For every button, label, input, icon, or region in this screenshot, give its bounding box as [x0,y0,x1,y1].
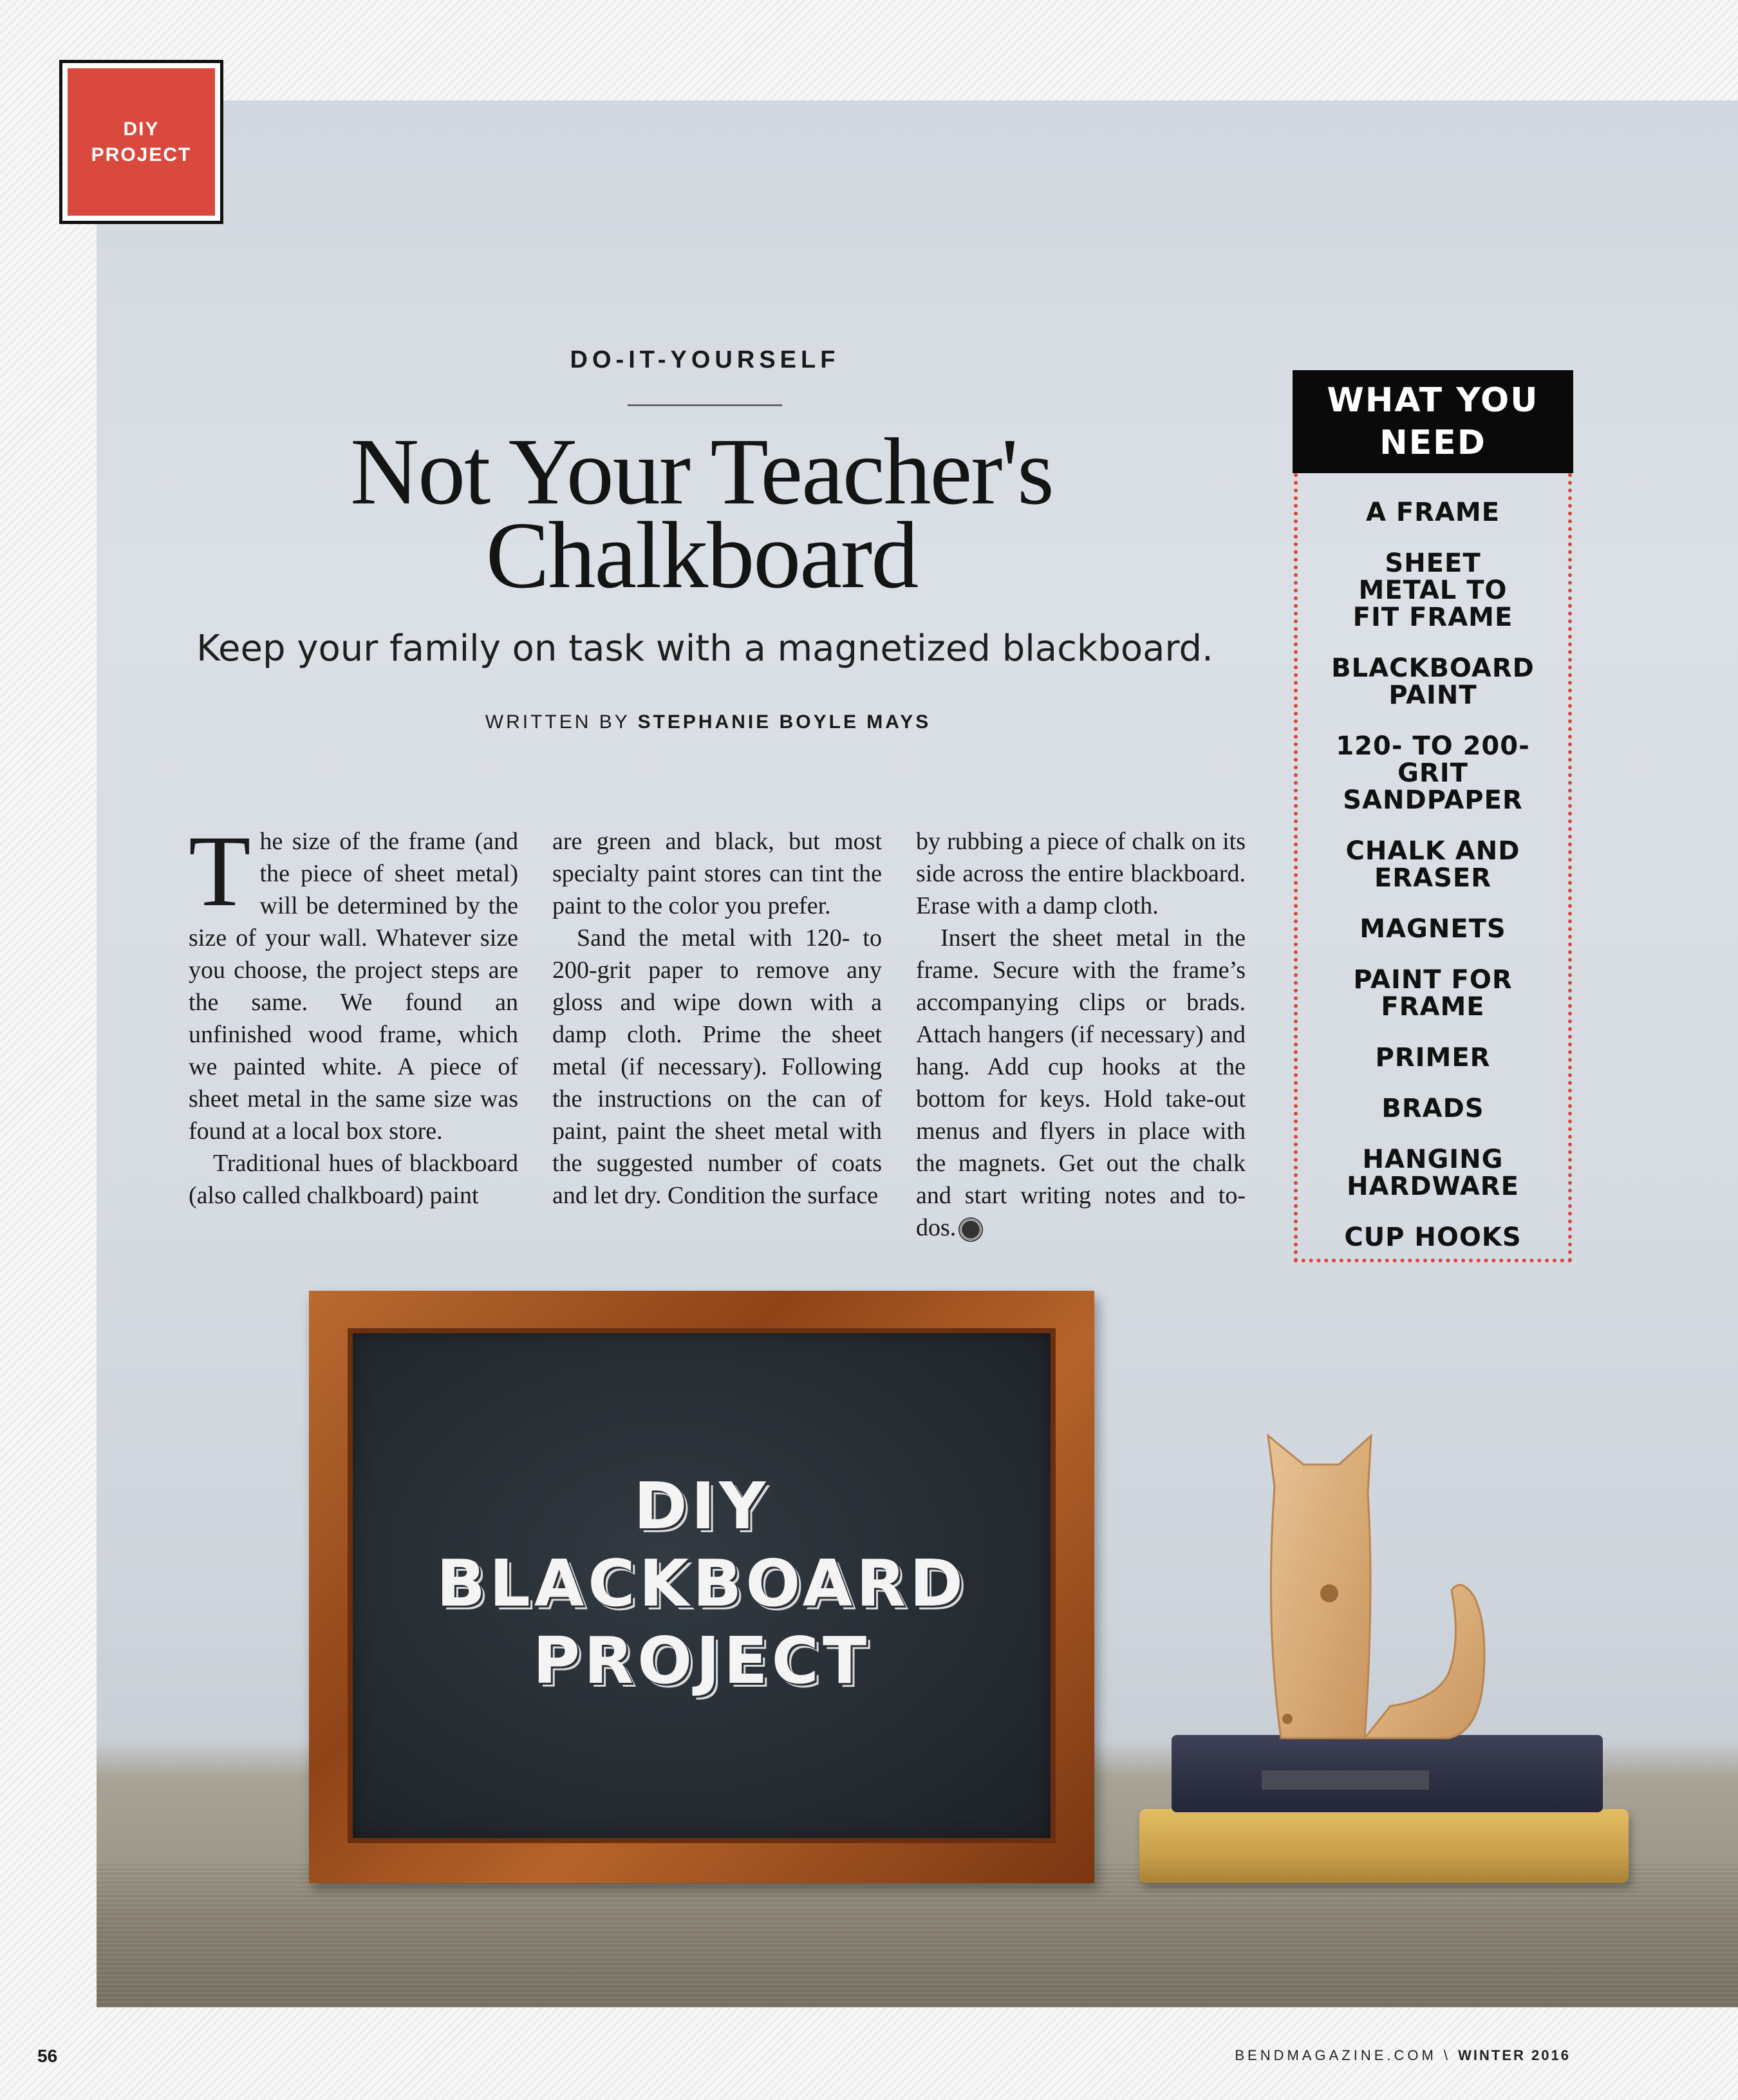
board-line-2: BLACKBOARD [436,1546,967,1621]
supply-item: SHEET METAL TO FIT FRAME [1352,548,1513,632]
drop-cap: T [189,815,251,928]
board-line-1: DIY [633,1468,770,1544]
section-badge-label [68,68,215,216]
badge-line-2: PROJECT [91,144,192,165]
wood-knot [1320,1584,1338,1602]
supply-item: CHALK AND ERASER [1345,836,1520,893]
section-badge [59,60,223,224]
supply-item: A FRAME [1365,498,1500,527]
supply-item: PAINT FOR FRAME [1353,965,1513,1022]
byline [386,711,1030,733]
body-column-2 [552,825,882,1212]
supply-item: PRIMER [1375,1043,1491,1073]
col3-paragraph-1: by rubbing a piece of chalk on its side across the entire blackboard. Erase with a damp cloth. [916,828,1246,919]
col2-paragraph-1: are green and black, but most specialty paint stores can tint the paint to the color you prefer. [552,828,882,919]
col2-paragraph-2: Sand the metal with 120- to 200-grit paper to remove any gloss and wipe down with a damp cloth. Prime the sheet metal (if necessary). Following the instructions on the can of paint, paint the sheet metal with the suggested number of coats and let dry. Condition the surface [552,924,882,1209]
article-dek: Keep your family on task with a magnetized blackboard. [196,628,1213,670]
supply-item: BRADS [1381,1094,1484,1123]
shelf-grain [97,1864,1738,2007]
supply-item: MAGNETS [1360,914,1506,944]
supply-item: 120- TO 200-GRIT SANDPAPER [1336,731,1530,815]
wood-knot [1282,1714,1293,1724]
title-line-2: Chalkboard [485,503,918,608]
body-column-3 [916,825,1246,1244]
needs-heading-line-1: WHAT YOU [1327,381,1539,420]
byline-author: STEPHANIE BOYLE MAYS [637,711,931,733]
wooden-cat-figure [1242,1429,1551,1777]
footer-credit [1235,2047,1571,2064]
footer-issue: WINTER 2016 [1458,2047,1571,2063]
yellow-book [1139,1809,1629,1883]
col1-paragraph-1: he size of the frame (and the piece of sheet metal) will be determined by the size of your wall. Whatever size you choose, the project steps are the same. We found an unfinished wood frame, which we painted white. A piece of sheet metal in the same size was found at a local box store. [189,828,518,1145]
chalkboard-lettering [309,1468,1094,1700]
col3-paragraph-2: Insert the sheet metal in the frame. Secure with the frame’s accompanying clips or brads. Attach hangers (if necessary) and hang. Add cup hooks at the bottom for keys. Hold take-out menus and flyers in place with the magnets. Get out the chalk and start writing notes and to-dos. [916,924,1246,1241]
page-number: 56 [37,2046,58,2066]
cat-tail [1365,1585,1484,1738]
badge-line-1: DIY [123,118,160,140]
needs-heading-line-2: NEED [1379,424,1486,462]
cat-body [1268,1436,1371,1738]
title-line-1: Not Your Teacher's [350,419,1053,525]
kicker-divider [628,404,782,406]
body-column-1 [189,815,518,1212]
board-line-3: PROJECT [532,1623,871,1698]
supply-item: CUP HOOKS [1344,1223,1522,1252]
supply-item: BLACKBOARD PAINT [1331,653,1535,710]
article-kicker: DO-IT-YOURSELF [570,346,840,373]
footer-site: BENDMAGAZINE.COM \ [1235,2047,1452,2063]
supplies-list [1294,499,1572,1275]
what-you-need-heading [1293,370,1573,473]
supply-item: HANGING HARDWARE [1347,1145,1519,1201]
col1-paragraph-2: Traditional hues of blackboard (also called chalkboard) paint [189,1150,518,1209]
article-title [212,419,1191,608]
end-mark-icon [960,1219,982,1241]
byline-prefix: WRITTEN BY [485,711,630,733]
